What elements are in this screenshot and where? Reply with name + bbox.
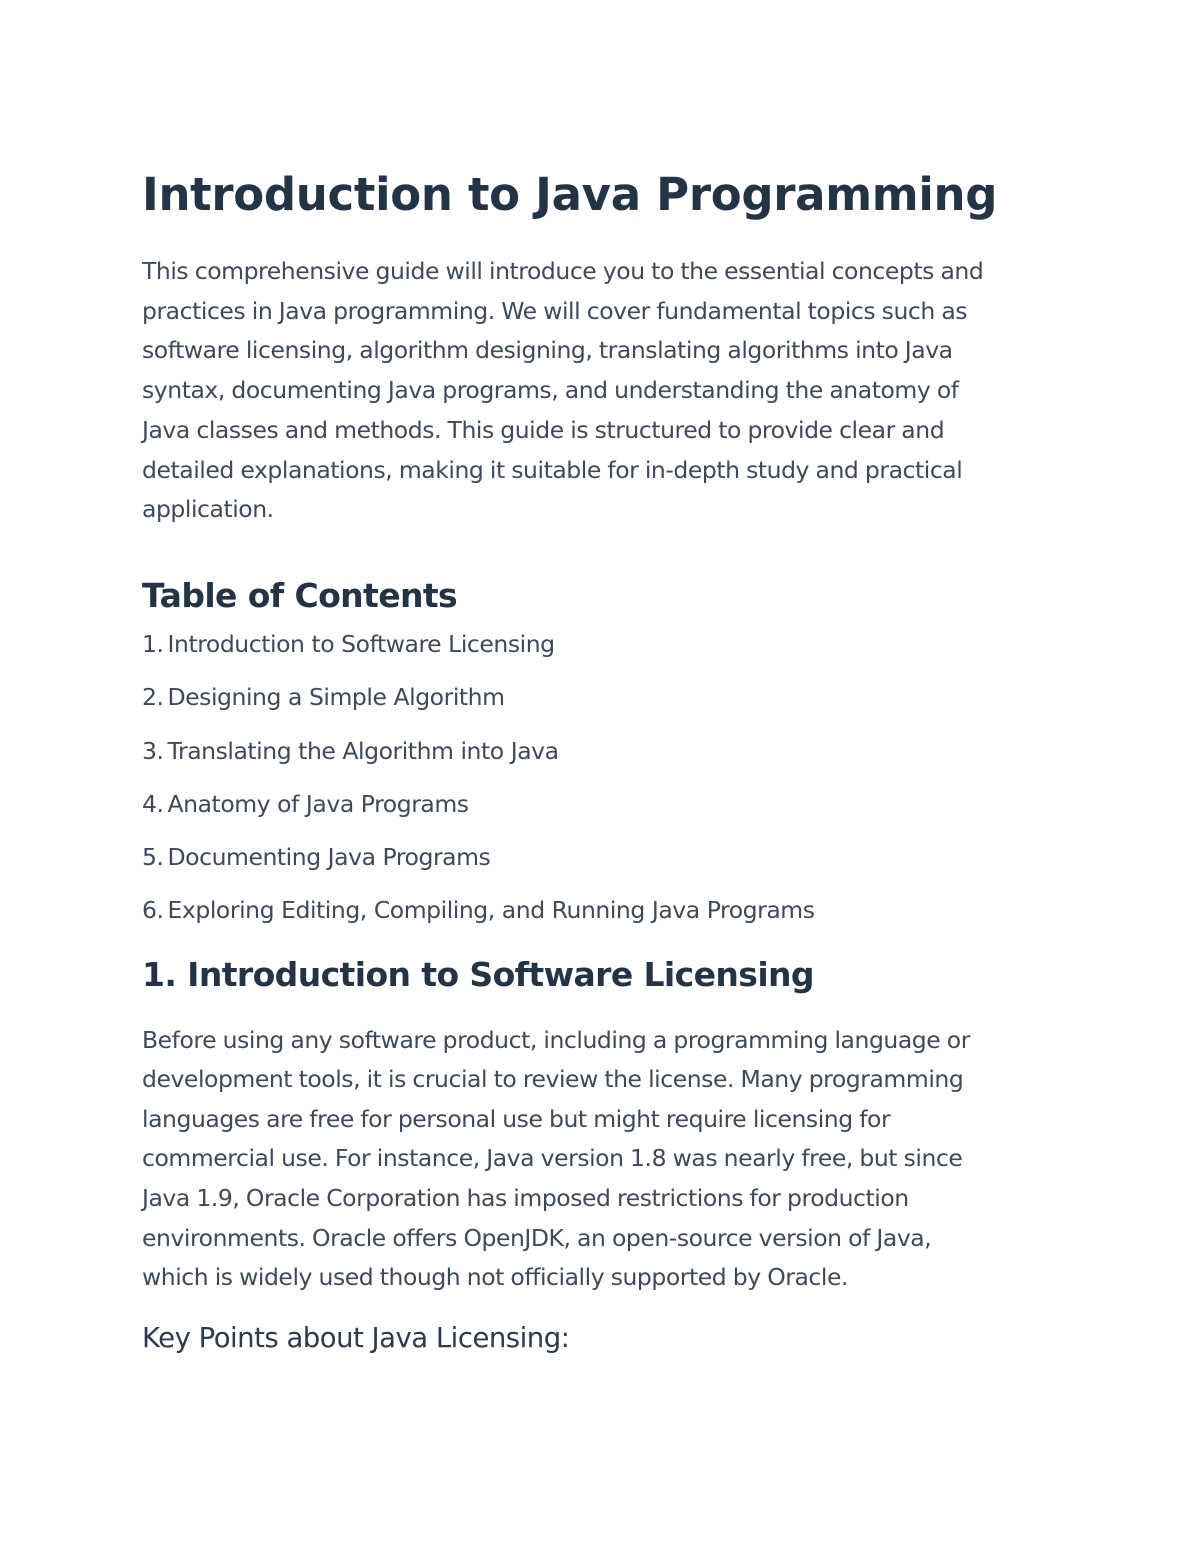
toc-item-label: Anatomy of Java Programs <box>167 789 469 818</box>
toc-item-label: Exploring Editing, Compiling, and Running Java Programs <box>167 896 815 925</box>
intro-line: application. <box>142 495 274 524</box>
toc-item-label: Translating the Algorithm into Java <box>167 736 559 765</box>
toc-item-number: 6. <box>142 896 164 925</box>
toc-item-number: 5. <box>142 843 164 872</box>
intro-line: practices in Java programming. We will cover fundamental topics such as <box>142 296 968 325</box>
toc-item-simple-algorithm[interactable] <box>142 671 1082 724</box>
section-line: development tools, it is crucial to review the license. Many programming <box>142 1065 964 1094</box>
toc-heading: Table of Contents <box>142 575 458 615</box>
intro-line: Java classes and methods. This guide is structured to provide clear and <box>142 415 945 444</box>
section-line: Java 1.9, Oracle Corporation has imposed restrictions for production <box>142 1184 909 1213</box>
intro-line: This comprehensive guide will introduce you to the essential concepts and <box>142 257 984 285</box>
section-line: languages are free for personal use but might require licensing for <box>142 1104 891 1133</box>
toc-item-documenting[interactable] <box>142 831 1082 884</box>
document-page <box>142 166 1082 1358</box>
section-heading-software-licensing: 1. Introduction to Software Licensing <box>142 954 814 994</box>
toc-item-editing-compiling-running[interactable] <box>142 884 1082 937</box>
toc-item-number: 4. <box>142 789 164 818</box>
table-of-contents <box>142 618 1082 938</box>
toc-item-software-licensing[interactable] <box>142 618 1082 671</box>
toc-item-number: 2. <box>142 683 164 712</box>
toc-item-label: Designing a Simple Algorithm <box>167 683 505 712</box>
toc-item-number: 3. <box>142 736 164 765</box>
intro-line: syntax, documenting Java programs, and understanding the anatomy of <box>142 376 959 405</box>
section-line: which is widely used though not officially supported by Oracle. <box>142 1263 848 1292</box>
subheading-key-points: Key Points about Java Licensing: <box>142 1321 570 1354</box>
toc-item-label: Introduction to Software Licensing <box>167 629 555 658</box>
section-line: commercial use. For instance, Java version 1.8 was nearly free, but since <box>142 1144 963 1173</box>
section-line: Before using any software product, including a programming language or <box>142 1025 970 1054</box>
toc-item-number: 1. <box>142 629 164 658</box>
page-title: Introduction to Java Programming <box>142 168 998 221</box>
section-line: environments. Oracle offers OpenJDK, an open-source version of Java, <box>142 1223 932 1252</box>
toc-item-translating-algorithm[interactable] <box>142 725 1082 778</box>
intro-paragraph <box>142 252 1082 530</box>
intro-line: detailed explanations, making it suitable for in-depth study and practical <box>142 455 963 484</box>
toc-item-label: Documenting Java Programs <box>167 843 491 872</box>
toc-item-anatomy[interactable] <box>142 778 1082 831</box>
intro-line: software licensing, algorithm designing, translating algorithms into Java <box>142 336 953 365</box>
section-paragraph <box>142 1021 1082 1298</box>
